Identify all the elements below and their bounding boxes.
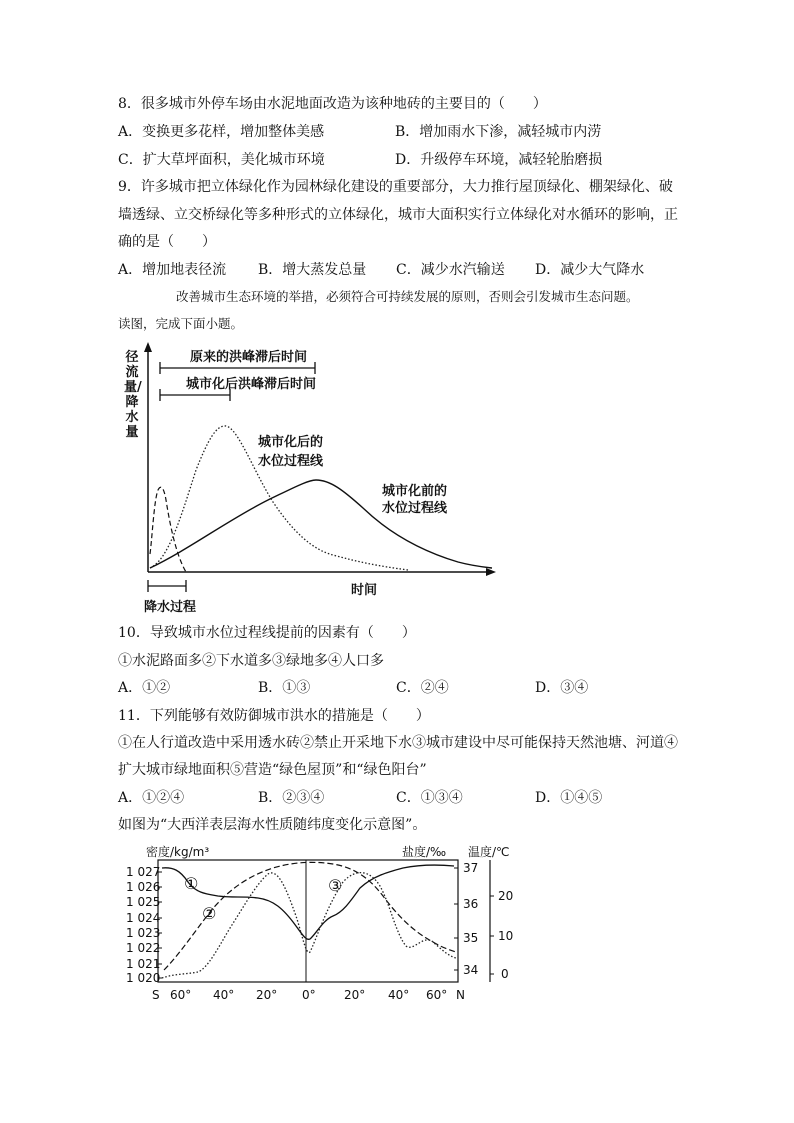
q9-option-b: B．增大蒸发总量 (258, 262, 367, 278)
temperature-axis-label: 温度/℃ (468, 845, 510, 859)
pre-urban-curve-label-1: 城市化前的 (382, 484, 448, 499)
density-tick: 1 022 (126, 941, 161, 955)
q8-stem: 8．很多城市外停车场由水泥地面改造为该种地砖的主要目的（ ） (118, 96, 547, 112)
q10-factors: ①水泥路面多②下水道多③绿地多④人口多 (118, 653, 384, 669)
q8-option-c: C．扩大草坪面积，美化城市环境 (118, 152, 325, 168)
x-tick: 60° (170, 988, 192, 1002)
pre-urban-curve-label-2: 水位过程线 (382, 501, 448, 516)
intro-line-2: 读图，完成下面小题。 (118, 316, 244, 331)
lag-original-label: 原来的洪峰滞后时间 (190, 350, 308, 365)
density-tick: 1 025 (126, 895, 161, 909)
q11-measures-line-1: ①在人行道改造中采用透水砖②禁止开采地下水③城市建设中尽可能保持天然池塘、河道④ (118, 735, 678, 751)
x-tick: 0° (302, 988, 316, 1002)
q11-option-c: C．①③④ (396, 790, 463, 806)
y-axis-label: 径流量/降水量 (124, 350, 142, 440)
q11-measures-line-2: 扩大城市绿地面积⑤营造“绿色屋顶”和“绿色阳台” (118, 762, 427, 778)
q8-option-d: D．升级停车环境，减轻轮胎磨损 (395, 152, 603, 168)
x-axis-label: 时间 (351, 583, 378, 598)
temperature-tick: 20 (498, 889, 514, 903)
salinity-tick: 34 (463, 963, 479, 977)
salinity-tick: 36 (463, 897, 479, 911)
q10-option-d: D．③④ (535, 680, 589, 696)
q11-option-b: B．②③④ (258, 790, 325, 806)
q8-option-b: B．增加雨水下渗，减轻城市内涝 (395, 124, 602, 140)
q8-option-a: A．变换更多花样，增加整体美感 (118, 124, 325, 140)
x-axis-arrow (486, 568, 496, 576)
salinity-axis-label: 盐度/‰ (402, 845, 447, 859)
density-tick: 1 026 (126, 880, 161, 894)
q10-stem: 10．导致城市水位过程线提前的因素有（ ） (118, 625, 416, 641)
q9-stem-line-1: 9．许多城市把立体绿化作为园林绿化建设的重要部分，大力推行屋顶绿化、棚架绿化、破 (118, 179, 673, 195)
marker-3: ③ (328, 876, 343, 895)
density-tick: 1 027 (126, 865, 161, 879)
salinity-curve-3 (162, 873, 456, 978)
x-tick: 60° (426, 988, 448, 1002)
marker-2: ② (202, 904, 217, 923)
x-tick: 20° (344, 988, 366, 1002)
urban-curve-label-2: 水位过程线 (258, 454, 324, 469)
q9-option-c: C．减少水汽输送 (396, 262, 505, 278)
x-tick: 40° (388, 988, 410, 1002)
lag-urban-label: 城市化后洪峰滞后时间 (186, 377, 317, 392)
figure2-intro: 如图为“大西洋表层海水性质随纬度变化示意图”。 (118, 817, 427, 833)
density-tick: 1 021 (126, 957, 161, 971)
intro-line-1: 改善城市生态环境的举措，必须符合可持续发展的原则，否则会引发城市生态问题。 (176, 289, 639, 304)
density-tick: 1 020 (126, 971, 161, 985)
density-tick: 1 024 (126, 911, 161, 925)
q10-option-a: A．①② (118, 680, 171, 696)
q11-option-a: A．①②④ (118, 790, 185, 806)
hydrograph-figure (118, 340, 498, 615)
q11-stem: 11．下列能够有效防御城市洪水的措施是（ ） (118, 708, 430, 724)
salinity-tick: 35 (463, 931, 479, 945)
q11-option-d: D．①④⑤ (535, 790, 603, 806)
marker-1: ① (184, 874, 199, 893)
temperature-tick: 0 (501, 967, 509, 981)
q9-option-d: D．减少大气降水 (535, 262, 645, 278)
x-tick: 20° (256, 988, 278, 1002)
density-curve-1 (162, 865, 454, 939)
urban-curve-label-1: 城市化后的 (258, 435, 324, 450)
salinity-tick: 37 (463, 861, 479, 875)
q10-option-c: C．②④ (396, 680, 449, 696)
q10-option-b: B．①③ (258, 680, 311, 696)
y-axis-arrow (144, 342, 152, 352)
x-tick: S (152, 988, 160, 1002)
q9-stem-line-3: 确的是（ ） (118, 234, 216, 250)
atlantic-figure (118, 838, 538, 1006)
q9-option-a: A．增加地表径流 (118, 262, 227, 278)
density-axis-label: 密度/kg/m³ (146, 845, 210, 859)
q9-stem-line-2: 墙透绿、立交桥绿化等多种形式的立体绿化，城市大面积实行立体绿化对水循环的影响，正 (118, 207, 678, 223)
density-tick: 1 023 (126, 926, 161, 940)
temperature-tick: 10 (498, 929, 514, 943)
x-tick: 40° (213, 988, 235, 1002)
x-tick: N (456, 988, 465, 1002)
rainfall-label: 降水过程 (144, 600, 197, 615)
